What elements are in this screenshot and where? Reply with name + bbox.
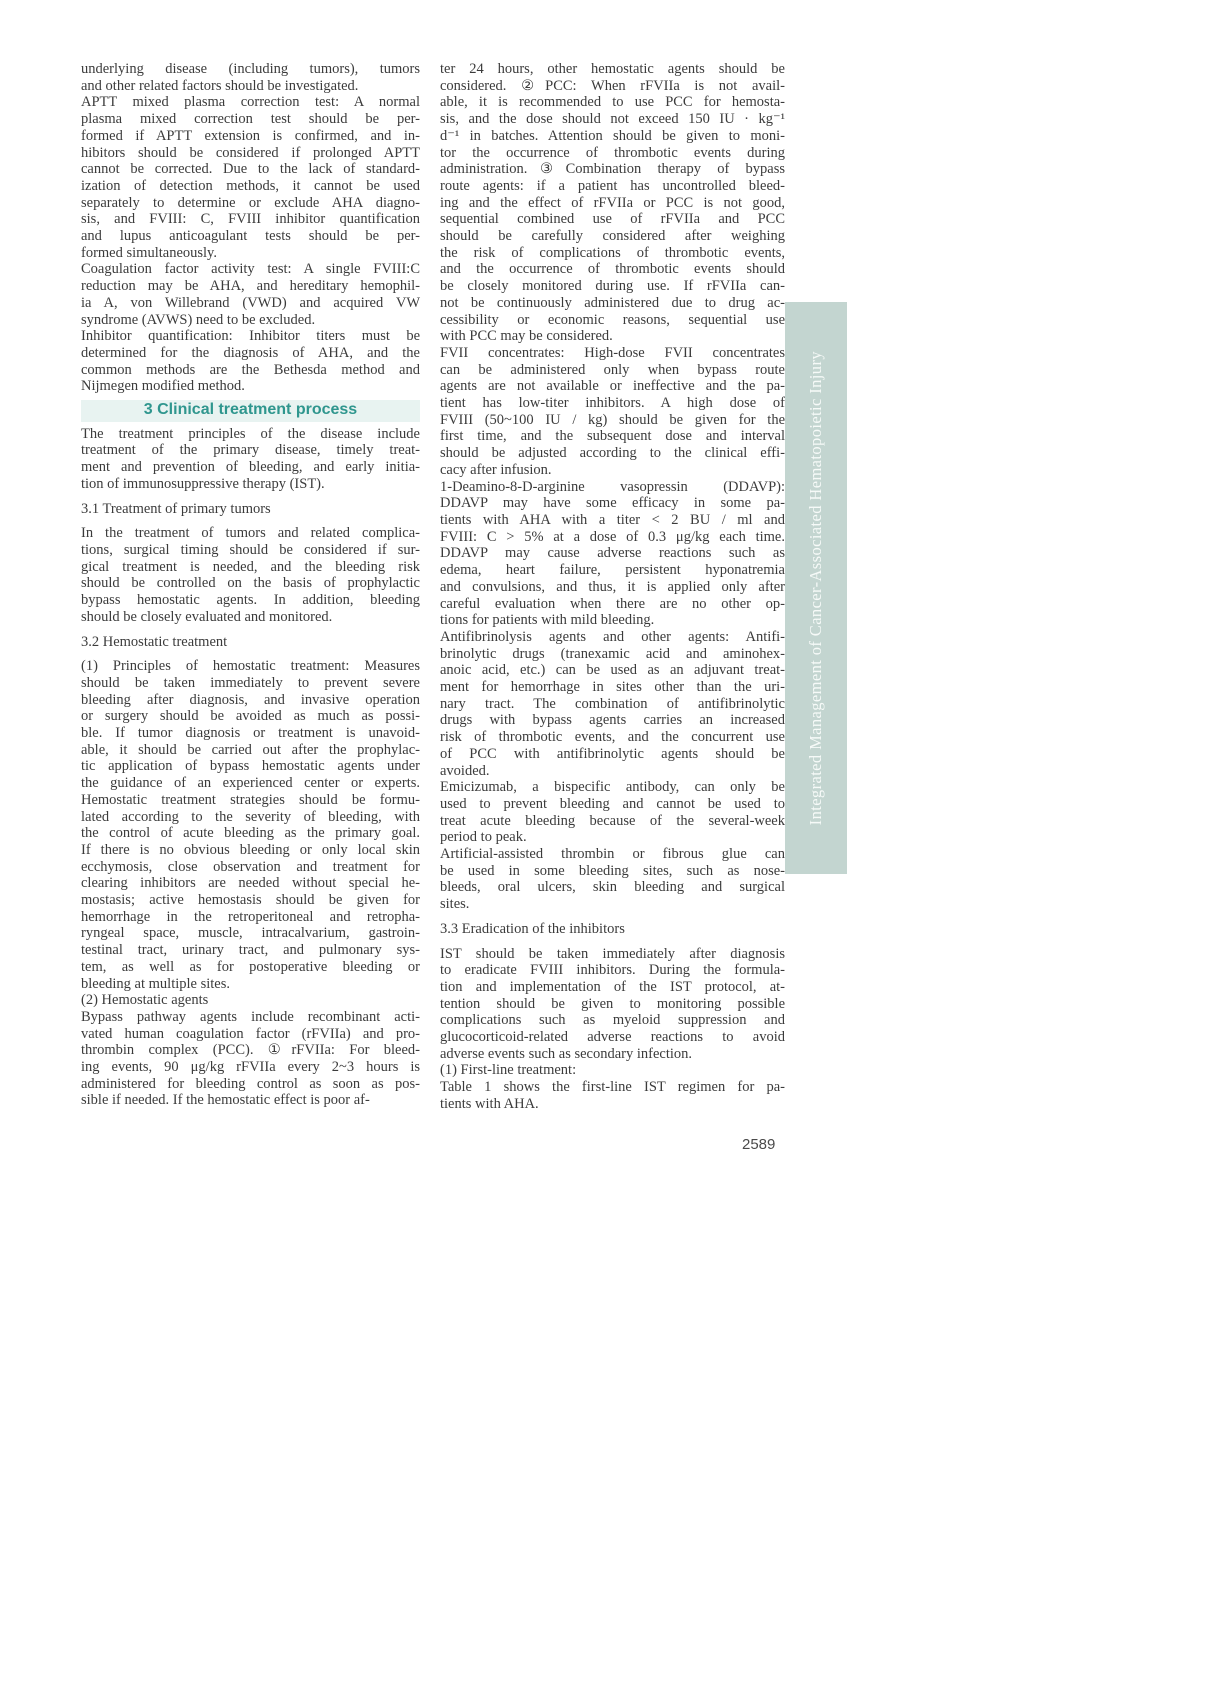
right-column xyxy=(440,61,785,1113)
paragraph xyxy=(81,94,420,261)
text-line: tion of immunosuppressive therapy (IST). xyxy=(81,475,325,492)
text-line: the risk of complications of thrombotic events, xyxy=(440,244,785,261)
text-line: common methods are the Bethesda method and xyxy=(81,361,420,378)
text-line: Bypass pathway agents include recombinant acti- xyxy=(81,1008,420,1025)
text-line: ment and prevention of bleeding, and early initia- xyxy=(81,459,420,476)
text-line: Artificial-assisted thrombin or fibrous glue can xyxy=(440,846,785,863)
text-line: Coagulation factor activity test: A single FVIII:C xyxy=(81,261,420,278)
text-line: ing and the effect of rFVIIa or PCC is not good, xyxy=(440,194,785,211)
text-line: be used in some bleeding sites, such as nose- xyxy=(440,862,785,879)
text-line: ia A, von Willebrand (VWD) and acquired VW xyxy=(81,294,420,311)
text-line: of PCC with antifibrinolytic agents should be xyxy=(440,745,785,762)
section-heading-bar xyxy=(81,400,420,422)
paragraph xyxy=(81,328,420,395)
text-line: lated according to the severity of bleeding, with xyxy=(81,808,420,825)
text-line: mostasis; active hemostasis should be given for xyxy=(81,892,420,909)
text-line: treat acute bleeding because of the several-week xyxy=(440,812,785,829)
text-line: first time, and the subsequent dose and interval xyxy=(440,428,785,445)
text-line: If there is no obvious bleeding or only local skin xyxy=(81,841,420,858)
text-line: administered for bleeding control as soon as pos- xyxy=(81,1075,420,1092)
paragraph xyxy=(440,479,785,629)
text-line: risk of thrombotic events, and the concurrent use xyxy=(440,729,785,746)
text-line: the guidance of an experienced center or experts. xyxy=(81,775,420,792)
text-line: plasma mixed correction test should be per- xyxy=(81,111,420,128)
text-line: ment for hemorrhage in sites other than the uri- xyxy=(440,679,785,696)
journal-sidebar xyxy=(785,302,847,874)
text-line: 1-Deamino-8-D-arginine vasopressin (DDAVP): xyxy=(440,478,785,495)
text-line: careful evaluation when there are no other op- xyxy=(440,595,785,612)
text-line: administration.③Combination therapy of bypass xyxy=(440,161,785,178)
text-line: tients with AHA with a titer < 2 BU / ml and xyxy=(440,511,785,528)
text-line: Hemostatic treatment strategies should be formu- xyxy=(81,791,420,808)
text-line: FVII concentrates: High-dose FVII concentrates xyxy=(440,344,785,361)
text-line: cessibility or economic reasons, sequential use xyxy=(440,311,785,328)
text-line: tions for patients with mild bleeding. xyxy=(440,612,655,629)
text-line: DDAVP may have some efficacy in some pa- xyxy=(440,495,785,512)
text-line: FVIII: C > 5% at a dose of 0.3 μg/kg each time. xyxy=(440,528,785,545)
paragraph xyxy=(81,1009,420,1109)
text-line: tient has low-titer inhibitors. A high dose of xyxy=(440,395,785,412)
text-line: with PCC may be considered. xyxy=(440,328,613,345)
text-line: should be controlled on the basis of prophylactic xyxy=(81,575,420,592)
text-line: should be adjusted according to the clinical effi- xyxy=(440,445,785,462)
text-line: edema, heart failure, persistent hyponatremia xyxy=(440,562,785,579)
text-line: ization of detection methods, it cannot be used xyxy=(81,177,420,194)
text-line: syndrome (AVWS) need to be excluded. xyxy=(81,311,316,328)
text-line: Antifibrinolysis agents and other agents: Antifi- xyxy=(440,628,785,645)
text-line: (1) First-line treatment: xyxy=(440,1062,577,1079)
paragraph xyxy=(440,779,785,846)
text-line: ter 24 hours, other hemostatic agents should be xyxy=(440,61,785,77)
paragraph xyxy=(81,658,420,992)
text-line: be closely monitored during use. If rFVIIa can- xyxy=(440,278,785,295)
text-line: clearing inhibitors are needed without special he- xyxy=(81,875,420,892)
text-line: Table 1 shows the first-line IST regimen for pa- xyxy=(440,1079,785,1096)
text-line: tic application of bypass hemostatic agents under xyxy=(81,758,420,775)
text-line: In the treatment of tumors and related complica- xyxy=(81,525,420,542)
text-line: avoided. xyxy=(440,762,490,779)
text-line: to eradicate FVIII inhibitors. During the formula- xyxy=(440,962,785,979)
text-line: sis, and the dose should not exceed 150 IU · kg⁻¹ xyxy=(440,111,785,128)
text-line: should be carefully considered after weighing xyxy=(440,228,785,245)
text-line: Nijmegen modified method. xyxy=(81,378,245,395)
text-line: or surgery should be avoided as much as possi- xyxy=(81,708,420,725)
text-line: The treatment principles of the disease include xyxy=(81,425,420,442)
paragraph xyxy=(440,946,785,1063)
text-line: sequential combined use of rFVIIa and PCC xyxy=(440,211,785,228)
text-line: should be taken immediately to prevent severe xyxy=(81,674,420,691)
text-line: nary tract. The combination of antifibrinolytic xyxy=(440,695,785,712)
text-line: complications such as myeloid suppression and xyxy=(440,1012,785,1029)
text-line: vated human coagulation factor (rFVIIa) and pro- xyxy=(81,1025,420,1042)
text-line: cacy after infusion. xyxy=(440,461,552,478)
text-line: separately to determine or exclude AHA diagno- xyxy=(81,194,420,211)
subsection-heading: 3.3 Eradication of the inhibitors xyxy=(440,920,625,937)
paragraph xyxy=(440,1062,785,1079)
text-line: bleeding at multiple sites. xyxy=(81,975,231,992)
text-line: ble. If tumor diagnosis or treatment is unavoid- xyxy=(81,725,420,742)
subsection-heading: 3.2 Hemostatic treatment xyxy=(81,633,228,650)
journal-title-vertical: Integrated Management of Cancer-Associated Hematopoietic Injury xyxy=(806,350,825,826)
text-line: tion and implementation of the IST protocol, at- xyxy=(440,978,785,995)
text-line: tention should be given to monitoring possible xyxy=(440,995,785,1012)
paragraph xyxy=(440,846,785,913)
text-line: able, it should be carried out after the prophylac- xyxy=(81,741,420,758)
text-line: brinolytic drugs (tranexamic acid and aminohex- xyxy=(440,645,785,662)
text-line: APTT mixed plasma correction test: A normal xyxy=(81,94,420,111)
paragraph xyxy=(440,1079,785,1112)
paragraph xyxy=(81,992,420,1009)
text-line: ecchymosis, close observation and treatment for xyxy=(81,858,420,875)
text-line: the control of acute bleeding as the primary goal. xyxy=(81,825,420,842)
paragraph xyxy=(81,525,420,625)
text-line: tem, as well as for postoperative bleeding or xyxy=(81,958,420,975)
paragraph xyxy=(81,426,420,493)
text-line: able, it is recommended to use PCC for hemosta- xyxy=(440,94,785,111)
text-line: hemorrhage in the retroperitoneal and retropha- xyxy=(81,908,420,925)
text-line: anoic acid, etc.) can be used as an adjuvant treat- xyxy=(440,662,785,679)
text-line: testinal tract, urinary tract, and pulmonary sys- xyxy=(81,942,420,959)
text-line: and convulsions, and thus, it is applied only after xyxy=(440,578,785,595)
paragraph xyxy=(440,629,785,779)
text-line: tions, surgical timing should be considered if sur- xyxy=(81,541,420,558)
text-line: should be closely evaluated and monitored. xyxy=(81,608,333,625)
text-line: cannot be corrected. Due to the lack of standard- xyxy=(81,161,420,178)
text-line: formed simultaneously. xyxy=(81,244,217,261)
text-line: FVIII (50~100 IU / kg) should be given for the xyxy=(440,411,785,428)
text-line: bypass hemostatic agents. In addition, bleeding xyxy=(81,592,420,609)
page-number: 2589 xyxy=(742,1136,776,1153)
text-line: used to prevent bleeding and cannot be used to xyxy=(440,795,785,812)
text-line: route agents: if a patient has uncontrolled bleed- xyxy=(440,177,785,194)
text-line: glucocorticoid-related adverse reactions to avoid xyxy=(440,1029,785,1046)
text-line: period to peak. xyxy=(440,829,527,846)
text-line: DDAVP may cause adverse reactions such as xyxy=(440,545,785,562)
text-line: formed if APTT extension is confirmed, and in- xyxy=(81,127,420,144)
text-line: (2) Hemostatic agents xyxy=(81,992,209,1009)
subsection-heading: 3.1 Treatment of primary tumors xyxy=(81,500,271,517)
text-line: tor the occurrence of thrombotic events during xyxy=(440,144,785,161)
text-line: tients with AHA. xyxy=(440,1095,539,1112)
text-line: determined for the diagnosis of AHA, and the xyxy=(81,344,420,361)
left-column xyxy=(81,61,420,1109)
text-line: reduction may be AHA, and hereditary hemophil- xyxy=(81,278,420,295)
paragraph xyxy=(81,61,420,94)
text-line: sis, and FVIII: C, FVIII inhibitor quantification xyxy=(81,211,420,228)
text-line: sites. xyxy=(440,896,470,913)
text-line: agents are not available or ineffective and the pa- xyxy=(440,378,785,395)
text-line: d⁻¹ in batches. Attention should be given to moni- xyxy=(440,127,785,144)
text-line: sible if needed. If the hemostatic effect is poor af- xyxy=(81,1092,370,1109)
text-line: drugs with bypass agents carries an increased xyxy=(440,712,785,729)
text-line: and lupus anticoagulant tests should be per- xyxy=(81,228,420,245)
text-line: and the occurrence of thrombotic events should xyxy=(440,261,785,278)
text-line: can be administered only when bypass route xyxy=(440,361,785,378)
text-line: hibitors should be considered if prolonged APTT xyxy=(81,144,420,161)
text-line: adverse events such as secondary infection. xyxy=(440,1045,693,1062)
text-line: not be continuously administered due to drug ac- xyxy=(440,294,785,311)
text-line: IST should be taken immediately after diagnosis xyxy=(440,945,785,962)
text-line: ing events, 90 μg/kg rFVIIa every 2~3 hours is xyxy=(81,1059,420,1076)
section-heading: 3 Clinical treatment process xyxy=(143,401,358,419)
paragraph xyxy=(81,261,420,328)
text-line: considered. ②PCC: When rFVIIa is not avail- xyxy=(440,77,785,94)
text-line: treatment of the primary disease, timely treat- xyxy=(81,442,420,459)
text-line: and other related factors should be investigated. xyxy=(81,77,359,94)
text-line: gical treatment is needed, and the bleeding risk xyxy=(81,558,420,575)
text-line: bleeds, oral ulcers, skin bleeding and surgical xyxy=(440,879,785,896)
text-line: underlying disease (including tumors), tumors xyxy=(81,61,420,77)
paragraph xyxy=(440,345,785,479)
text-line: bleeding after diagnosis, and invasive operation xyxy=(81,691,420,708)
text-line: thrombin complex (PCC). ①rFVIIa: For bleed- xyxy=(81,1042,420,1059)
text-line: Emicizumab, a bispecific antibody, can only be xyxy=(440,779,785,796)
text-line: Inhibitor quantification: Inhibitor titers must be xyxy=(81,328,420,345)
text-line: ryngeal space, muscle, intracalvarium, gastroin- xyxy=(81,925,420,942)
text-line: (1) Principles of hemostatic treatment: Measures xyxy=(81,658,420,675)
paragraph xyxy=(440,61,785,345)
